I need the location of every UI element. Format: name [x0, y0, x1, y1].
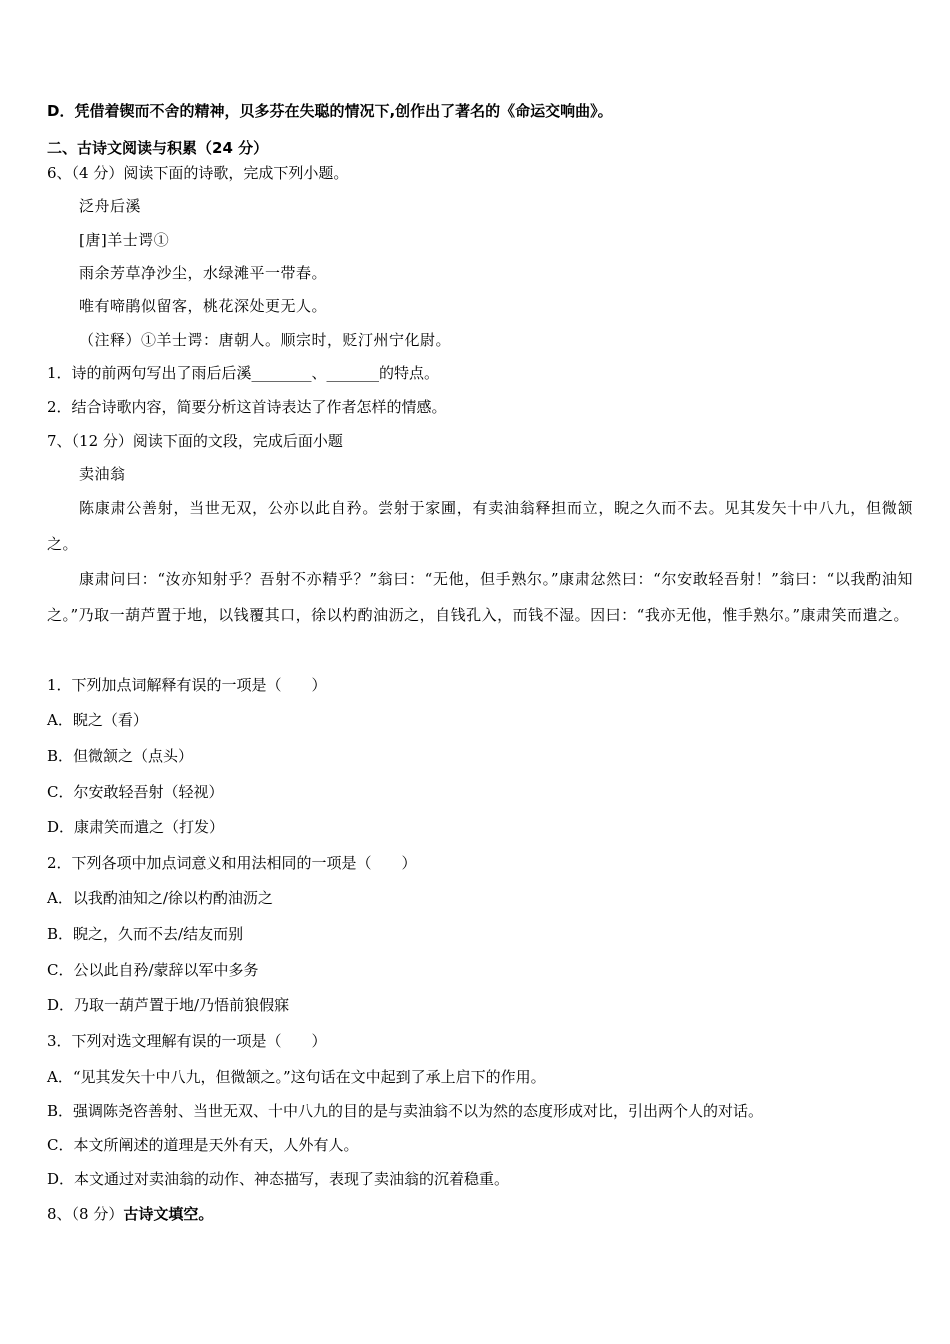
q7-sub1-stem: 1．下列加点词解释有误的一项是（ ） [47, 676, 327, 694]
q7-stem: 7、（12 分）阅读下面的文段，完成后面小题 [47, 432, 343, 450]
q7-sub3-option-c: C．本文所阐述的道理是天外有天，人外有人。 [47, 1136, 359, 1154]
q5-option-d: D．凭借着锲而不舍的精神，贝多芬在失聪的情况下,创作出了著名的《命运交响曲》。 [47, 102, 613, 120]
q7-sub3-option-a: A．“见其发矢十中八九，但微颔之。”这句话在文中起到了承上启下的作用。 [47, 1068, 546, 1086]
q8-prefix: 8、（8 分） [47, 1205, 124, 1223]
q7-sub2-option-c: C．公以此自矜/蒙辞以军中多务 [47, 961, 259, 979]
q7-sub1-option-a: A．睨之（看） [47, 711, 148, 729]
section-title: 二、古诗文阅读与积累（24 分） [47, 139, 269, 157]
q7-sub3-option-d: D．本文通过对卖油翁的动作、神态描写，表现了卖油翁的沉着稳重。 [47, 1170, 510, 1188]
passage-title: 卖油翁 [79, 465, 126, 483]
q8-stem [47, 1204, 213, 1224]
q6-sub-2: 2．结合诗歌内容，简要分析这首诗表达了作者怎样的情感。 [47, 398, 447, 416]
poem-line-1: 雨余芳草净沙尘，水绿滩平一带春。 [79, 264, 328, 282]
poem-note: （注释）①羊士谔：唐朝人。顺宗时，贬汀州宁化尉。 [79, 331, 452, 349]
poem-author: [唐]羊士谔① [79, 231, 170, 249]
q7-sub2-option-b: B．睨之，久而不去/结友而别 [47, 925, 244, 943]
q7-sub3-stem: 3．下列对选文理解有误的一项是（ ） [47, 1032, 327, 1050]
q7-sub3-option-b: B．强调陈尧咨善射、当世无双、十中八九的目的是与卖油翁不以为然的态度形成对比，引出两个人的对话。 [47, 1102, 764, 1120]
q8-label: 古诗文填空。 [123, 1205, 214, 1223]
q7-sub1-option-c: C．尔安敢轻吾射（轻视） [47, 783, 224, 801]
q7-sub2-option-a: A．以我酌油知之/徐以杓酌油沥之 [47, 889, 273, 907]
poem-line-2: 唯有啼鹃似留客，桃花深处更无人。 [79, 297, 328, 315]
q7-sub2-stem: 2．下列各项中加点词意义和用法相同的一项是（ ） [47, 854, 417, 872]
q6-stem: 6、（4 分）阅读下面的诗歌，完成下列小题。 [47, 164, 349, 182]
q7-sub1-option-b: B．但微颔之（点头） [47, 747, 194, 765]
q7-sub1-option-d: D．康肃笑而遣之（打发） [47, 818, 225, 836]
poem-title: 泛舟后溪 [79, 197, 142, 215]
passage-paragraph-2: 康肃问曰：“汝亦知射乎？吾射不亦精乎？”翁曰：“无他，但手熟尔。”康肃忿然曰：“尔安敢轻吾射！”翁曰：“以我酌油知之。”乃取一葫芦置于地，以钱覆其口，徐以杓酌油沥之，自钱孔入，而钱不湿。因曰：“我亦无他，惟手熟尔。”康肃笑而遣之。 [47, 570, 913, 624]
passage-paragraph-1: 陈康肃公善射，当世无双，公亦以此自矜。尝射于家圃，有卖油翁释担而立，睨之久而不去。见其发矢十中八九，但微颔之。 [47, 499, 913, 553]
q6-sub-1: 1．诗的前两句写出了雨后后溪________、_______的特点。 [47, 364, 440, 382]
q7-sub2-option-d: D．乃取一葫芦置于地/乃悟前狼假寐 [47, 996, 290, 1014]
